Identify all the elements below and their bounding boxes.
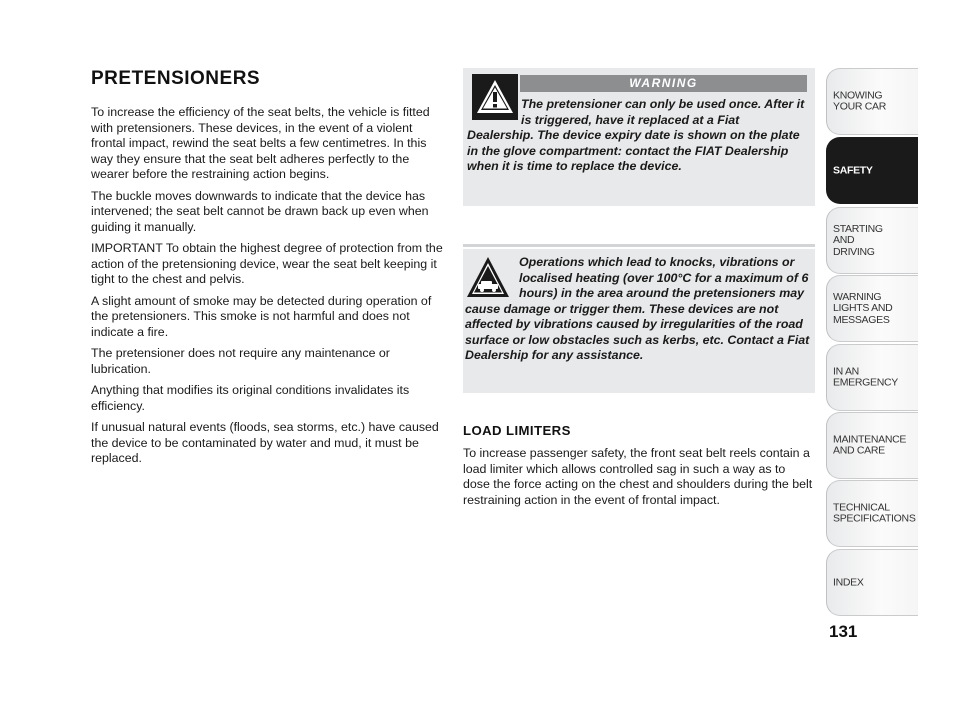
- tab-technical-specifications[interactable]: [826, 480, 918, 547]
- paragraph: The pretensioner does not require any maintenance or lubrication.: [91, 346, 390, 376]
- caution-text: [465, 255, 810, 364]
- section-nav: [826, 68, 919, 618]
- tab-label: STARTING AND DRIVING: [833, 222, 883, 258]
- load-limiters-heading: LOAD LIMITERS: [463, 423, 571, 438]
- tab-label: TECHNICAL SPECIFICATIONS: [833, 501, 916, 525]
- warning-text-content: The pretensioner can only be used once. After it is triggered, have it replaced at a Fiat Dealership. The device expiry date is shown on the plate in the glove compartment: contact the FIAT Dealership when it is time to replace the device.: [467, 97, 805, 173]
- tab-label: KNOWING YOUR CAR: [833, 89, 887, 113]
- tab-label: SAFETY: [833, 163, 873, 176]
- pretensioners-body: [91, 105, 443, 473]
- paragraph: If unusual natural events (floods, sea storms, etc.) have caused the device to be contaminated by water and mud, it must be replaced.: [91, 420, 439, 465]
- caution-box: [463, 249, 815, 393]
- page-number: 131: [829, 622, 858, 641]
- paragraph: To increase the efficiency of the seat belts, the vehicle is fitted with pretensioners. These devices, in the event of a violent frontal impact, rewind the seat belts a few centimetres. In this way they ensure that the seat belt adheres perfectly to the wearer before the restraining action begins.: [91, 105, 430, 181]
- paragraph: A slight amount of smoke may be detected during operation of the pretensioners. This smoke is not harmful and does not indicate a fire.: [91, 293, 432, 339]
- tab-safety[interactable]: [826, 137, 918, 204]
- tab-maintenance-and-care[interactable]: [826, 412, 918, 479]
- paragraph: IMPORTANT To obtain the highest degree of protection from the action of the pretensioning device, wear the seat belt keeping it tight to the chest and pelvis.: [91, 241, 443, 286]
- tab-label: MAINTENANCE AND CARE: [833, 433, 907, 457]
- tab-knowing-your-car[interactable]: [826, 68, 918, 135]
- warning-box: [463, 68, 815, 206]
- caution-text-content: Operations which lead to knocks, vibrations or localised heating (over 100°C for a maximum of 6 hours) in the area around the pretensioners may cause damage or trigger them. These devices are not affected by vibrations caused by irregularities of the road surface or low obstacles such as kerbs, etc. Contact a Fiat Dealership for any assistance.: [465, 255, 810, 362]
- tab-warning-lights-and-messages[interactable]: [826, 275, 918, 342]
- tab-index[interactable]: [826, 549, 918, 616]
- tab-label: IN AN EMERGENCY: [833, 365, 898, 389]
- warning-header: WARNING: [520, 75, 807, 92]
- tab-in-an-emergency[interactable]: [826, 344, 918, 411]
- tab-label: INDEX: [833, 575, 864, 588]
- page-title: PRETENSIONERS: [91, 68, 261, 89]
- caution-divider: [463, 244, 815, 247]
- paragraph: Anything that modifies its original conditions invalidates its efficiency.: [91, 383, 410, 413]
- tab-starting-and-driving[interactable]: [826, 207, 918, 274]
- tab-label: WARNING LIGHTS AND MESSAGES: [833, 290, 893, 326]
- paragraph: The buckle moves downwards to indicate that the device has intervened; the seat belt cannot be drawn back up even when guiding it manually.: [91, 188, 429, 234]
- load-limiters-text: To increase passenger safety, the front seat belt reels contain a load limiter which allows controlled sag in such a way as to dose the force acting on the chest and shoulders during the belt restraining action in the event of frontal impact.: [463, 446, 813, 507]
- warning-text: [467, 97, 807, 175]
